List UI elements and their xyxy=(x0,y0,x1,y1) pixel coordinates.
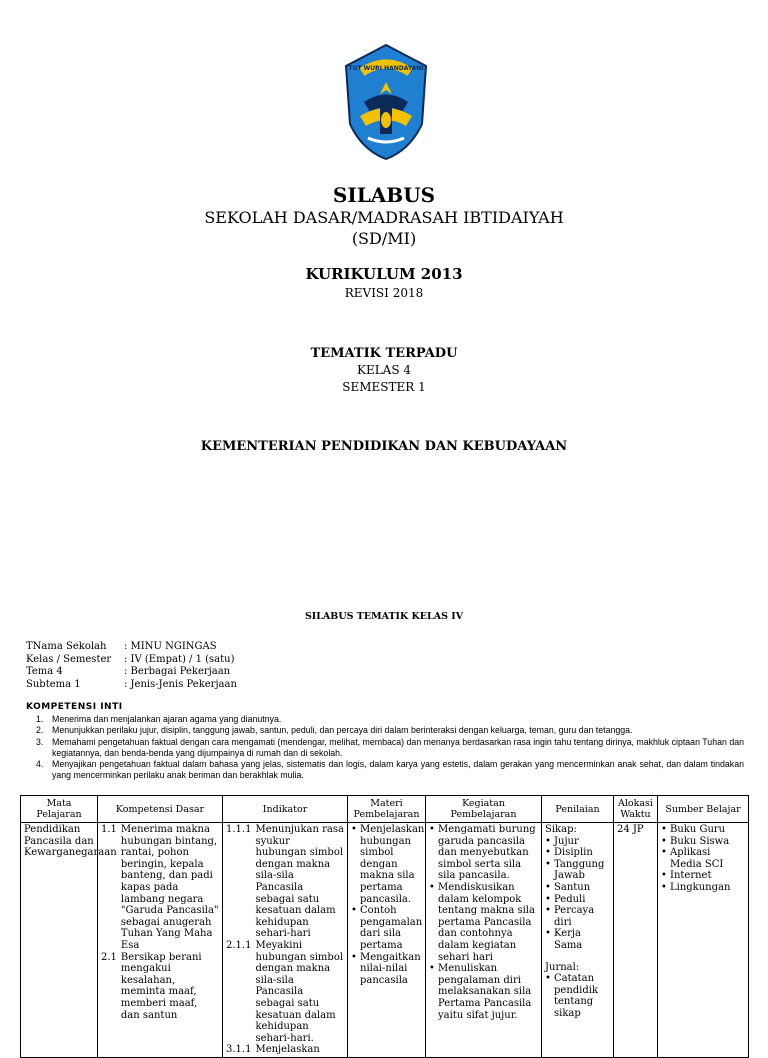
info-value: : IV (Empat) / 1 (satu) xyxy=(124,653,235,665)
indikator-cell xyxy=(223,823,348,1058)
item-text: Meyakini hubungan simbol dengan makna sila-sila Pancasila sebagai satu kesatuan dalam kehidupan sehari-hari. xyxy=(255,939,344,1044)
item-text: Menunjukan rasa syukur hubungan simbol dengan makna sila-sila Pancasila sebagai satu kesatuan dalam kehidupan sehari-hari xyxy=(255,824,344,940)
jurnal-label: Jurnal: xyxy=(545,961,580,973)
list-item: • Internet xyxy=(661,870,745,882)
column-header: Materi Pembelajaran xyxy=(348,796,426,823)
list-item xyxy=(101,824,219,952)
subject-title: TEMATIK TERPADU xyxy=(310,346,458,361)
column-header: Kompetensi Dasar xyxy=(98,796,223,823)
penilaian-cell xyxy=(542,823,614,1058)
revision: REVISI 2018 xyxy=(344,286,424,300)
item-text: Menerima makna hubungan bintang, rantai, pohon beringin, kepala banteng, dan padi kapas pada lambang negara "Garuda Pancasila" sebagai anugerah Tuhan Yang Maha Esa xyxy=(120,824,219,951)
syllabus-title: SILABUS TEMATIK KELAS IV xyxy=(304,611,464,622)
list-item: • Mengamati burung garuda pancasila dan menyebutkan simbol serta sila sila pancasila. xyxy=(429,824,538,882)
item-text: Bersikap berani mengakui kesalahan, meminta maaf, memberi maaf, dan santun xyxy=(120,951,202,1021)
list-item: • Disiplin xyxy=(545,847,610,859)
list-item: • Menjelaskan hubungan simbol dengan makna sila pertama pancasila. xyxy=(351,824,422,905)
item-number: 4. xyxy=(36,759,44,770)
list-item: • Percaya diri xyxy=(545,905,610,928)
list-item: • Contoh pengamalan dari sila pertama xyxy=(351,905,422,951)
list-item: • Kerja Sama xyxy=(545,928,610,951)
identity-block xyxy=(26,641,237,691)
kd-cell xyxy=(98,823,223,1058)
alokasi-cell: 24 JP xyxy=(614,823,658,1058)
info-label: TNama Sekolah xyxy=(26,641,107,652)
school-level: SEKOLAH DASAR/MADRASAH IBTIDAIYAH xyxy=(204,208,564,227)
item-text: Memahami pengetahuan faktual dengan cara mengamati (mendengar, melihat, membaca) dan menanya berdasarkan rasa ingin tahu tentang dirinya, makhluk ciptaan Tuhan dan kegiatannya, dan benda-benda yang dijumpainya di rumah dan di sekolah. xyxy=(52,736,744,758)
info-value: : Jenis-Jenis Pekerjaan xyxy=(124,678,237,690)
list-item xyxy=(226,824,344,940)
materi-cell xyxy=(348,823,426,1058)
info-row xyxy=(26,666,237,679)
list-item xyxy=(226,940,344,1044)
list-item: • Mengaitkan nilai-nilai pancasila xyxy=(351,952,422,987)
list-item: • Menuliskan pengalaman diri melaksanakan sila Pertama Pancasila yaitu sifat jujur. xyxy=(429,963,538,1021)
item-number: 2.1 xyxy=(101,951,117,963)
item-text: Menyajikan pengetahuan faktual dalam bahasa yang jelas, sistematis dan logis, dalam karya yang estetis, dalam gerakan yang mencerminkan anak sehat, dan dalam tindakan yang mencerminkan perilaku anak beriman dan berakhlak mulia. xyxy=(52,759,744,781)
info-row xyxy=(26,641,237,654)
item-number: 2.1.1 xyxy=(226,939,252,951)
item-number: 3.1.1 xyxy=(226,1044,252,1056)
tut-wuri-handayani-logo xyxy=(340,42,432,162)
sikap-label: Sikap: xyxy=(545,824,577,835)
item-text: Menjelaskan xyxy=(255,1044,320,1056)
table-row xyxy=(21,823,749,1058)
item-number: 3. xyxy=(36,736,44,747)
list-item: • Aplikasi Media SCI xyxy=(661,847,745,870)
item-text: Menunjukkan perilaku jujur, disiplin, tanggung jawab, santun, peduli, dan percaya diri dalam berinteraksi dengan keluarga, teman, guru dan tetangga. xyxy=(52,725,633,736)
info-label: Tema 4 xyxy=(26,666,63,677)
sumber-cell xyxy=(658,823,749,1058)
item-number: 2. xyxy=(36,725,44,736)
column-header: Indikator xyxy=(223,796,348,823)
mapel-cell: Pendidikan Pancasila dan Kewarganegaraan xyxy=(21,823,98,1058)
list-item xyxy=(101,952,219,1022)
item-number: 1.1.1 xyxy=(226,824,252,835)
school-abbr: (SD/MI) xyxy=(351,229,417,248)
kegiatan-cell xyxy=(426,823,542,1058)
ministry: KEMENTERIAN PENDIDIKAN DAN KEBUDAYAAN xyxy=(200,439,568,454)
table-header-row xyxy=(21,796,749,823)
list-item: • Jujur xyxy=(545,836,610,848)
info-value: : Berbagai Pekerjaan xyxy=(124,666,231,677)
kompetensi-inti-title: KOMPETENSI INTI xyxy=(26,702,123,712)
info-row xyxy=(26,654,237,667)
list-item: • Buku Guru xyxy=(661,824,745,836)
curriculum-title: KURIKULUM 2013 xyxy=(305,265,463,283)
column-header: Alokasi Waktu xyxy=(614,796,658,823)
item-number: 1.1 xyxy=(101,824,117,835)
info-value: : MINU NGINGAS xyxy=(124,641,217,652)
list-item: • Buku Siswa xyxy=(661,836,745,848)
list-item xyxy=(26,725,744,736)
column-header: Mata Pelajaran xyxy=(21,796,98,823)
cover-title: SILABUS xyxy=(332,183,436,207)
list-item: • Catatan pendidik tentang sikap xyxy=(545,973,610,1019)
grade: KELAS 4 xyxy=(356,363,412,377)
list-item xyxy=(226,1044,344,1056)
list-item: • Lingkungan xyxy=(661,882,745,894)
kompetensi-inti-list xyxy=(26,714,744,782)
semester: SEMESTER 1 xyxy=(342,380,426,394)
svg-text:TUT WURI HANDAYANI: TUT WURI HANDAYANI xyxy=(348,65,424,72)
list-item: • Mendiskusikan dalam kelompok tentang makna sila pertama Pancasila dan contohnya dalam kegiatan sehari hari xyxy=(429,882,538,963)
info-label: Kelas / Semester xyxy=(26,653,112,665)
info-label: Subtema 1 xyxy=(26,678,81,690)
list-item: • Tanggung Jawab xyxy=(545,859,610,882)
column-header: Sumber Belajar xyxy=(658,796,749,823)
info-row xyxy=(26,679,237,692)
list-item: • Santun xyxy=(545,882,610,894)
syllabus-table xyxy=(20,795,749,1058)
column-header: Penilaian xyxy=(542,796,614,823)
list-item xyxy=(26,759,744,782)
item-number: 1. xyxy=(36,714,44,724)
list-item xyxy=(26,737,744,760)
column-header: Kegiatan Pembelajaran xyxy=(426,796,542,823)
list-item xyxy=(26,714,744,725)
item-text: Menerima dan menjalankan ajaran agama yang dianutnya. xyxy=(52,714,282,724)
list-item: • Peduli xyxy=(545,894,610,906)
